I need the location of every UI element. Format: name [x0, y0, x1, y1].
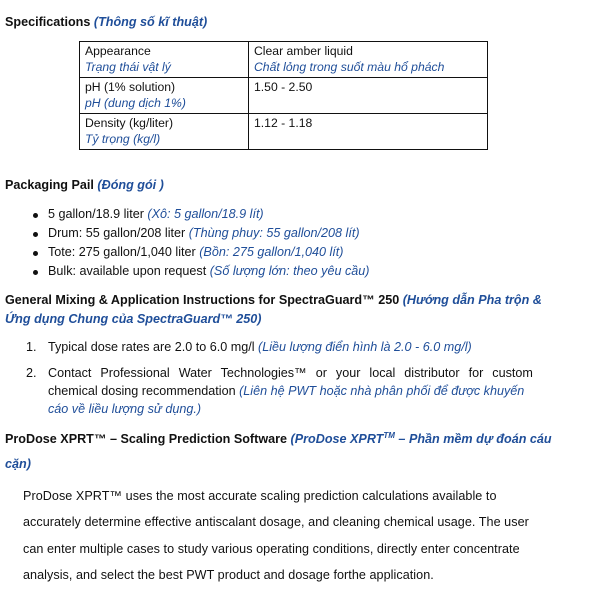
table-row: [80, 78, 488, 114]
item-text: Drum: 55 gallon/208 liter: [48, 226, 186, 240]
item-text-vi: (Thùng phuy: 55 gallon/208 lít): [188, 226, 360, 240]
list-item: [48, 340, 472, 354]
list-item-line: [48, 366, 545, 380]
mixing-heading: [5, 293, 542, 307]
item-text-vi: (Xô: 5 gallon/18.9 lít): [147, 207, 264, 221]
mixing-heading-vi: (Hướng dẫn Pha trộn &: [402, 293, 542, 307]
item-text-vi: (Liều lượng điển hình là 2.0 - 6.0 mg/l): [258, 340, 472, 354]
cell-label-en: pH (1% solution): [85, 80, 176, 94]
prodose-heading-vi: [291, 432, 552, 446]
table-cell-value: [249, 78, 488, 114]
cell-label-vi: pH (dung dịch 1%): [85, 96, 186, 110]
cell-value-en: 1.12 - 1.18: [254, 116, 313, 130]
specifications-heading-vi: (Thông số kĩ thuật): [93, 15, 208, 29]
cell-value-en: Clear amber liquid: [254, 44, 353, 58]
list-item: [48, 226, 360, 240]
table-cell-value: [249, 42, 488, 78]
item-text: Contact Professional Water Technologies™ or your local distributor for custom: [48, 366, 533, 380]
packaging-heading-en: Packaging Pail: [5, 178, 94, 192]
table-row: [80, 114, 488, 150]
packaging-heading-vi: (Đóng gói ): [97, 178, 164, 192]
item-text-vi: (Bồn: 275 gallon/1,040 lít): [199, 245, 344, 259]
list-item: [48, 207, 264, 221]
cell-label-en: Density (kg/liter): [85, 116, 174, 130]
prodose-heading-vi-cont: cặn): [5, 457, 31, 471]
table-cell-value: [249, 114, 488, 150]
specifications-heading-en: Specifications: [5, 15, 91, 29]
list-number: 2.: [26, 366, 37, 380]
item-text: Bulk: available upon request: [48, 264, 207, 278]
cell-label-vi: Tỷ trọng (kg/l): [85, 132, 161, 146]
prodose-heading-vi-a: (ProDose XPRT: [290, 432, 384, 447]
table-cell-label: [80, 114, 249, 150]
packaging-heading: [5, 178, 164, 192]
list-item-line-vi: cáo về liều lượng sử dụng.): [48, 402, 202, 416]
table-cell-label: [80, 42, 249, 78]
list-item: [48, 245, 343, 259]
list-number: 1.: [26, 340, 37, 354]
cell-value-vi: Chất lỏng trong suốt màu hổ phách: [254, 60, 445, 74]
bullet-icon: [33, 213, 38, 218]
prodose-heading: [5, 431, 552, 446]
list-item-line: [48, 384, 524, 398]
cell-label-vi: Trạng thái vật lý: [85, 60, 171, 74]
specifications-heading: [5, 15, 207, 29]
paragraph-line: analysis, and select the best PWT product and dosage forthe application.: [23, 568, 434, 582]
cell-value-en: 1.50 - 2.50: [254, 80, 313, 94]
item-text: Typical dose rates are 2.0 to 6.0 mg/l: [48, 340, 255, 354]
item-text: chemical dosing recommendation: [48, 384, 236, 398]
bullet-icon: [33, 251, 38, 256]
prodose-heading-vi-b: – Phần mềm dự đoán cáu: [394, 432, 552, 447]
item-text: 5 gallon/18.9 liter: [48, 207, 144, 221]
cell-label-en: Appearance: [85, 44, 151, 58]
paragraph-line: ProDose XPRT™ uses the most accurate scaling prediction calculations available to: [23, 489, 497, 503]
table-cell-label: [80, 78, 249, 114]
item-text: Tote: 275 gallon/1,040 liter: [48, 245, 196, 259]
prodose-heading-en: ProDose XPRT™ – Scaling Prediction Software: [5, 432, 288, 447]
trademark-superscript: TM: [383, 431, 395, 440]
bullet-icon: [33, 270, 38, 275]
paragraph-line: can enter multiple cases to study various operating conditions, directly enter concentrate: [23, 542, 520, 556]
item-text-vi: (Liên hệ PWT hoặc nhà phân phối để được khuyến: [239, 384, 525, 398]
bullet-icon: [33, 232, 38, 237]
table-row: [80, 42, 488, 78]
paragraph-line: accurately determine effective antiscalant dosage, and cleaning chemical usage. The user: [23, 515, 529, 529]
list-item: [48, 264, 369, 278]
mixing-heading-en: General Mixing & Application Instructions for SpectraGuard™ 250: [5, 293, 400, 307]
mixing-heading-vi-cont: Ứng dụng Chung của SpectraGuard™ 250): [5, 312, 262, 326]
item-text-vi: (Số lượng lớn: theo yêu cầu): [209, 264, 370, 278]
specifications-table: [79, 41, 488, 150]
